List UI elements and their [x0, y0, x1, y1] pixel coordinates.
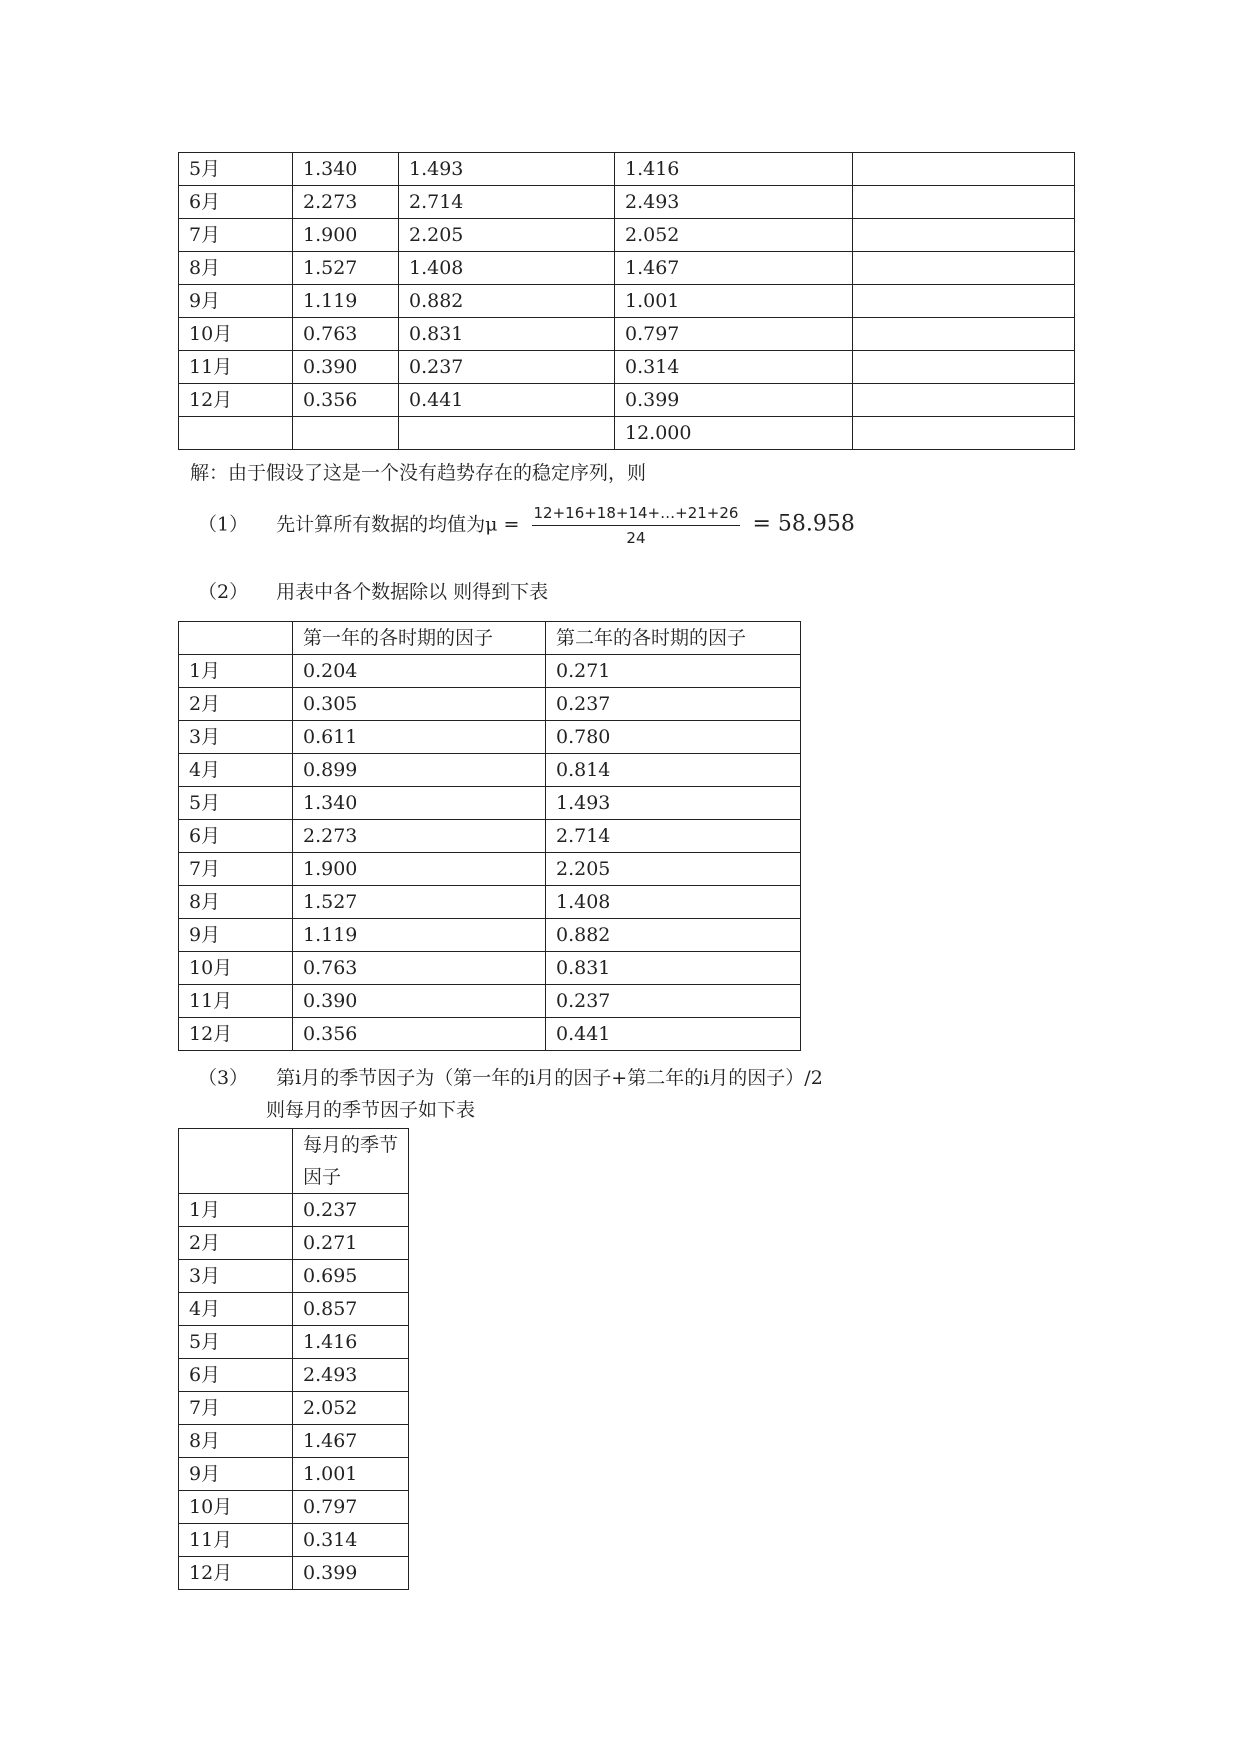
table-cell: 0.204 [293, 655, 546, 688]
table-cell: 1.900 [293, 219, 399, 252]
table-cell: 11月 [179, 985, 293, 1018]
yearly-factor-table [178, 621, 801, 1051]
table-cell: 0.237 [546, 985, 801, 1018]
table-cell: 10月 [179, 318, 293, 351]
table-cell: 5月 [179, 787, 293, 820]
table-cell: 0.882 [399, 285, 615, 318]
table-cell [853, 285, 1075, 318]
table-cell [853, 384, 1075, 417]
table-cell: 0.797 [293, 1491, 409, 1524]
table-cell: 1.340 [293, 787, 546, 820]
table-cell: 0.390 [293, 351, 399, 384]
table-cell [853, 318, 1075, 351]
table-cell: 2月 [179, 688, 293, 721]
step2-number: （2） [198, 581, 249, 603]
table-cell: 5月 [179, 153, 293, 186]
table-cell: 0.882 [546, 919, 801, 952]
table-row [179, 919, 801, 952]
table-cell: 1.900 [293, 853, 546, 886]
table-cell [853, 186, 1075, 219]
header-cell: 第二年的各时期的因子 [546, 622, 801, 655]
step2-line [198, 578, 548, 606]
table-row [179, 754, 801, 787]
table-cell: 2.052 [615, 219, 853, 252]
table-cell: 12.000 [615, 417, 853, 450]
table-row [179, 285, 1075, 318]
table-cell: 6月 [179, 820, 293, 853]
table-row [179, 1392, 409, 1425]
table-row [179, 787, 801, 820]
table-cell: 8月 [179, 252, 293, 285]
table-cell: 0.831 [399, 318, 615, 351]
table-row [179, 688, 801, 721]
table-header-row [179, 622, 801, 655]
table-row [179, 252, 1075, 285]
fraction-numerator: 12+16+18+14+…+21+26 [532, 503, 741, 526]
table-cell: 0.390 [293, 985, 546, 1018]
table-cell: 10月 [179, 1491, 293, 1524]
table-cell: 1.467 [615, 252, 853, 285]
table-cell: 1.527 [293, 886, 546, 919]
table-cell: 11月 [179, 351, 293, 384]
table-cell [293, 417, 399, 450]
table-cell: 1.467 [293, 1425, 409, 1458]
table-row [179, 1260, 409, 1293]
table-cell: 1.340 [293, 153, 399, 186]
table-cell: 2.052 [293, 1392, 409, 1425]
table-cell: 5月 [179, 1326, 293, 1359]
table-cell: 1月 [179, 1194, 293, 1227]
table-cell: 1.416 [293, 1326, 409, 1359]
step3-line [198, 1064, 823, 1092]
header-cell [179, 1129, 293, 1194]
mean-result: = 58.958 [752, 511, 855, 537]
table-row [179, 1194, 409, 1227]
table-cell: 2.205 [399, 219, 615, 252]
table-cell: 0.797 [615, 318, 853, 351]
table-cell: 2.273 [293, 186, 399, 219]
step3-line2: 则每月的季节因子如下表 [266, 1099, 476, 1121]
table-cell: 0.356 [293, 1018, 546, 1051]
table-cell: 0.399 [293, 1557, 409, 1590]
table-row [179, 952, 801, 985]
table-row [179, 153, 1075, 186]
table-cell: 4月 [179, 754, 293, 787]
table-cell: 2.493 [293, 1359, 409, 1392]
table-cell: 0.237 [293, 1194, 409, 1227]
table-cell: 2.205 [546, 853, 801, 886]
table-row [179, 853, 801, 886]
table-cell: 9月 [179, 919, 293, 952]
table-row [179, 1227, 409, 1260]
header-cell [179, 622, 293, 655]
step2-text: 用表中各个数据除以 则得到下表 [276, 581, 549, 603]
table-cell: 8月 [179, 1425, 293, 1458]
table-cell: 0.857 [293, 1293, 409, 1326]
table-cell: 1.001 [293, 1458, 409, 1491]
table-cell [853, 417, 1075, 450]
seasonal-factor-table [178, 1128, 409, 1590]
table-cell: 0.314 [293, 1524, 409, 1557]
table-cell: 12月 [179, 1557, 293, 1590]
table-cell: 0.441 [399, 384, 615, 417]
table-cell: 0.271 [293, 1227, 409, 1260]
table-cell: 9月 [179, 1458, 293, 1491]
table-cell: 1.416 [615, 153, 853, 186]
table-cell: 1.119 [293, 919, 546, 952]
step3-number: （3） [198, 1067, 249, 1089]
mean-fraction [532, 503, 741, 548]
table-row [179, 186, 1075, 219]
monthly-factor-table-continued [178, 152, 1075, 450]
table-cell [853, 252, 1075, 285]
table-cell: 0.763 [293, 318, 399, 351]
table-cell: 12月 [179, 1018, 293, 1051]
table-cell: 9月 [179, 285, 293, 318]
table-row [179, 886, 801, 919]
table-cell: 1.493 [399, 153, 615, 186]
table-cell: 0.814 [546, 754, 801, 787]
step3-text: 第i月的季节因子为（第一年的i月的因子+第二年的i月的因子）/2 [276, 1067, 823, 1089]
table-cell [399, 417, 615, 450]
table-cell: 0.695 [293, 1260, 409, 1293]
table-row [179, 820, 801, 853]
table-row [179, 1458, 409, 1491]
table-cell: 3月 [179, 721, 293, 754]
fraction-denominator: 24 [626, 529, 646, 547]
table-cell: 12月 [179, 384, 293, 417]
table-row [179, 1491, 409, 1524]
table-cell: 0.237 [546, 688, 801, 721]
solution-intro: 解：由于假设了这是一个没有趋势存在的稳定序列，则 [190, 462, 647, 484]
table3-body [179, 1129, 409, 1590]
table-cell [853, 351, 1075, 384]
table-cell: 0.237 [399, 351, 615, 384]
table1-body [179, 153, 1075, 450]
table-cell: 2.714 [546, 820, 801, 853]
table-cell: 1.001 [615, 285, 853, 318]
table-row [179, 1524, 409, 1557]
step1-number: （1） [198, 513, 249, 536]
table-cell: 0.314 [615, 351, 853, 384]
table-header-row [179, 1129, 409, 1194]
table-cell: 1月 [179, 655, 293, 688]
table-cell: 0.763 [293, 952, 546, 985]
table-row [179, 1018, 801, 1051]
table-row [179, 1425, 409, 1458]
table-row [179, 1557, 409, 1590]
table-cell: 3月 [179, 1260, 293, 1293]
table-cell [853, 219, 1075, 252]
table-cell [179, 417, 293, 450]
table-cell: 1.119 [293, 285, 399, 318]
table-cell: 0.780 [546, 721, 801, 754]
table-cell: 0.899 [293, 754, 546, 787]
table-cell: 0.831 [546, 952, 801, 985]
table-cell: 0.611 [293, 721, 546, 754]
table-row [179, 384, 1075, 417]
table-cell: 8月 [179, 886, 293, 919]
header-cell: 每月的季节因子 [293, 1129, 409, 1194]
table-row [179, 219, 1075, 252]
table-cell: 2.273 [293, 820, 546, 853]
table-row [179, 1293, 409, 1326]
table-row [179, 655, 801, 688]
table-cell: 7月 [179, 1392, 293, 1425]
table-row [179, 1326, 409, 1359]
table-cell: 7月 [179, 219, 293, 252]
table-cell: 0.305 [293, 688, 546, 721]
table-cell: 1.527 [293, 252, 399, 285]
table-cell: 2.493 [615, 186, 853, 219]
table2-body [179, 622, 801, 1051]
table-cell [853, 153, 1075, 186]
table-cell: 1.493 [546, 787, 801, 820]
step1-line [198, 503, 855, 548]
table-cell: 0.399 [615, 384, 853, 417]
table-row [179, 417, 1075, 450]
table-cell: 0.271 [546, 655, 801, 688]
table-cell: 2.714 [399, 186, 615, 219]
table-row [179, 985, 801, 1018]
table-row [179, 351, 1075, 384]
table-cell: 11月 [179, 1524, 293, 1557]
table-cell: 6月 [179, 186, 293, 219]
table-row [179, 1359, 409, 1392]
table-cell: 1.408 [399, 252, 615, 285]
table-cell: 6月 [179, 1359, 293, 1392]
table-cell: 1.408 [546, 886, 801, 919]
table-cell: 10月 [179, 952, 293, 985]
table-row [179, 318, 1075, 351]
table-row [179, 721, 801, 754]
table-cell: 0.441 [546, 1018, 801, 1051]
table-cell: 4月 [179, 1293, 293, 1326]
header-cell: 第一年的各时期的因子 [293, 622, 546, 655]
table-cell: 0.356 [293, 384, 399, 417]
step1-text: 先计算所有数据的均值为μ = [276, 513, 520, 536]
table-cell: 7月 [179, 853, 293, 886]
table-cell: 2月 [179, 1227, 293, 1260]
